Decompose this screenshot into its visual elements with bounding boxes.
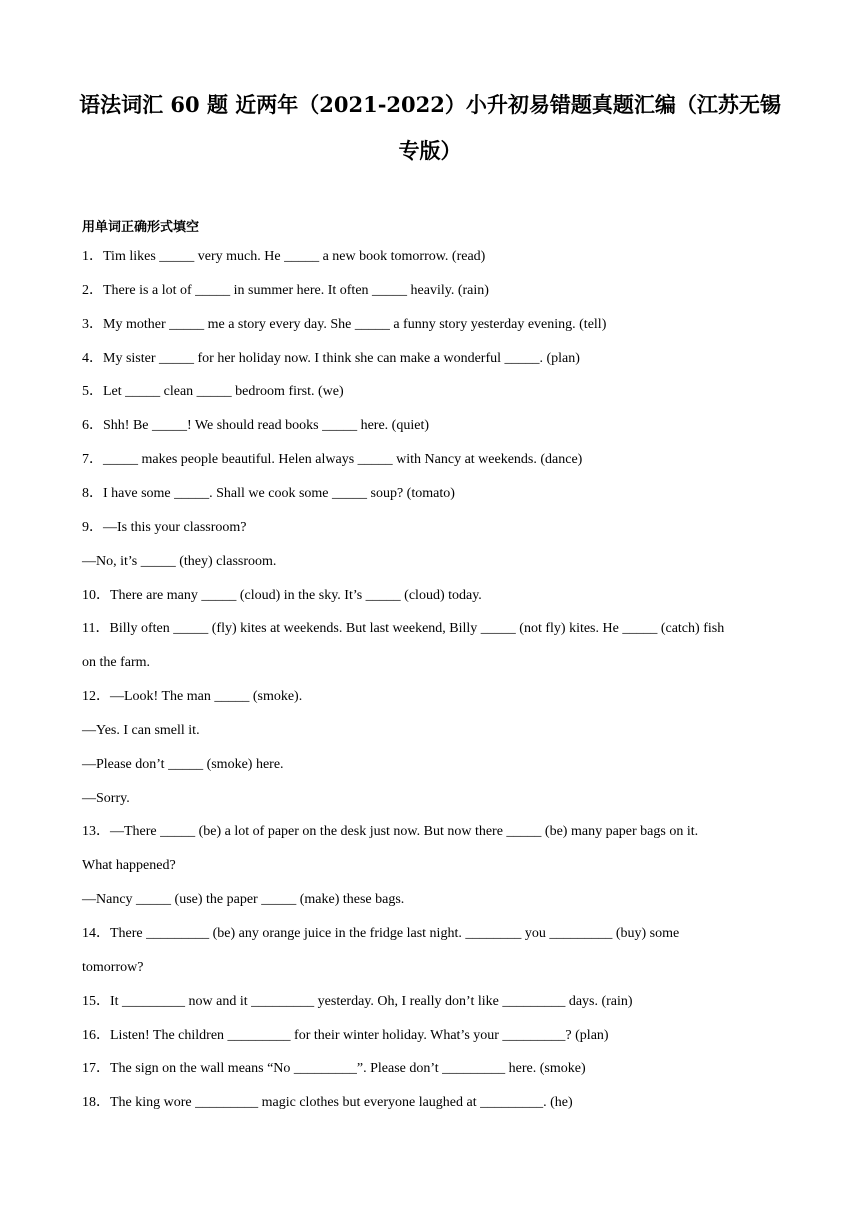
exercise-line: on the farm. (82, 655, 151, 671)
exercise-line: 9．—Is this your classroom? (82, 519, 247, 535)
exercise-line: 1．Tim likes _____ very much. He _____ a new book tomorrow. (read) (82, 249, 486, 264)
exercise-line: —No, it’s _____ (they) classroom. (82, 553, 277, 569)
exercise-line: —Sorry. (82, 790, 130, 806)
exercise-line: 11．Billy often _____ (fly) kites at weekends. But last weekend, Billy _____ (not fly) kites. He _____ (catch) fish (82, 621, 725, 637)
exercise-line: —Nancy _____ (use) the paper _____ (make) these bags. (82, 892, 405, 908)
exercise-line: 3．My mother _____ me a story every day. She _____ a funny story yesterday evening. (tell) (82, 316, 607, 332)
exercise-line: 5．Let _____ clean _____ bedroom first. (we) (82, 384, 344, 400)
document-title-line-2: 专版） (398, 138, 462, 163)
exercise-line: 15．It _________ now and it _________ yesterday. Oh, I really don’t like _________ days. (rain) (82, 993, 633, 1009)
exercise-line: 4．My sister _____ for her holiday now. I think she can make a wonderful _____. (plan) (82, 350, 580, 366)
exercise-line: 6．Shh! Be _____! We should read books _____ here. (quiet) (82, 418, 429, 434)
exercise-line: What happened? (82, 858, 176, 874)
exercise-line: 18．The king wore _________ magic clothes but everyone laughed at _________. (he) (82, 1095, 573, 1111)
exercise-line: 8．I have some _____. Shall we cook some _____ soup? (tomato) (82, 485, 455, 501)
exercise-line: —Please don’t _____ (smoke) here. (82, 756, 284, 772)
exercise-line: 13．—There _____ (be) a lot of paper on the desk just now. But now there _____ (be) many paper bags on it. (82, 824, 699, 840)
exercise-line: 12．—Look! The man _____ (smoke). (82, 689, 303, 705)
section-heading: 用单词正确形式填空 (82, 220, 200, 235)
exercise-line: —Yes. I can smell it. (82, 722, 200, 738)
exercise-line: 7．_____ makes people beautiful. Helen always _____ with Nancy at weekends. (dance) (82, 452, 583, 468)
exercise-line: 14．There _________ (be) any orange juice in the fridge last night. ________ you _________ (buy) some (82, 926, 680, 941)
exercise-line: 17．The sign on the wall means “No _________”. Please don’t _________ here. (smoke) (82, 1061, 586, 1077)
exercise-line: 2．There is a lot of _____ in summer here. It often _____ heavily. (rain) (82, 282, 489, 298)
exercise-line: 16．Listen! The children _________ for their winter holiday. What’s your _________? (plan) (82, 1027, 609, 1043)
document-title-line-1: 语法词汇 60 题 近两年（2021-2022）小升初易错题真题汇编（江苏无锡 (79, 92, 781, 117)
exercise-line: tomorrow? (82, 959, 144, 975)
exercise-line: 10．There are many _____ (cloud) in the sky. It’s _____ (cloud) today. (82, 587, 482, 603)
